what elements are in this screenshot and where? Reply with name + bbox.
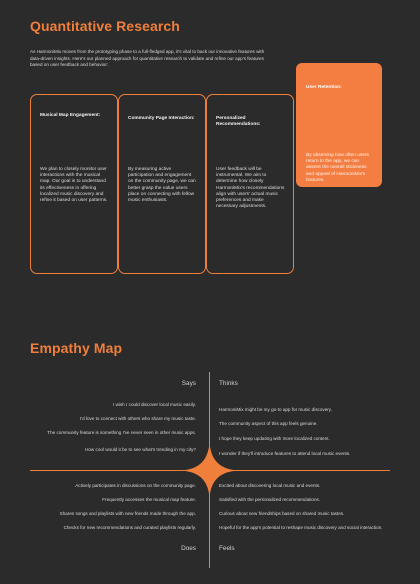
list-item: Checks for new recommendations and curated playlists regularly. [63,525,196,530]
quantitative-intro: As HarmoniMix moves from the prototyping phase to a full-fledged app, it's vital to back our innovative features with data-driven insights. Here's our planned approach for quantitative research to validate and refine our app's features based on user feedback and behavior: [30,49,265,68]
list-item: Actively participates in discussions on the community page. [75,483,196,488]
empathy-map-title: Empathy Map [30,340,123,356]
list-item: I wonder if they'll introduce features to attend local music events. [219,451,351,456]
list-item: Satisfied with the personalized recommendations. [219,497,321,502]
card-title: Community Page Interaction: [128,116,195,121]
does-label: Does [181,545,196,552]
feels-label: Feels [219,545,235,552]
list-item: Excited about discovering local music and events. [219,483,321,488]
says-label: Says [181,380,196,387]
does-list [16,483,196,539]
quantitative-research-title: Quantitative Research [30,18,180,34]
list-item: The community feature is something I've never seen in other music apps. [47,430,196,435]
card-body: By measuring active participation and engagement on the community page, we can better grasp the value users place on connecting with fellow music enthusiasts. [128,167,196,204]
thinks-label: Thinks [219,380,238,387]
list-item: HarmoniMix might be my go-to app for music discovery. [219,407,333,412]
feels-list [219,483,389,539]
card-body: By observing how often users return to the app, we can assess the overall stickiness and appeal of HarmoniMix's features. [306,153,369,183]
card-body: User feedback will be instrumental. We aim to determine how closely HarmoniMix's recommendations align with users' actual music preferences and make necessary adjustments. [216,167,285,210]
card-title: User Retention: [306,85,342,90]
list-item: How cool would it be to see what's trending in my city? [85,447,196,452]
list-item: Frequently accesses the musical map feature. [102,497,196,502]
card-title: Musical Map Engagement: [40,113,101,118]
list-item: I hope they keep updating with more localized content. [219,436,330,441]
list-item: Shares songs and playlists with new friends made through the app. [59,511,196,516]
list-item: The community aspect of this app feels genuine. [219,421,318,426]
list-item: I'd love to connect with others who share my music taste. [79,416,196,421]
list-item: Curious about new friendships based on shared music tastes. [219,511,345,516]
says-list [21,402,196,461]
list-item: Hopeful for the app's potential to reshape music discovery and social interaction. [219,525,383,530]
list-item: I wish I could discover local music easily. [113,402,196,407]
card-body: We plan to closely monitor user interactions with the musical map. Our goal is to understand its effectiveness in offering localized music discovery and refine it based on user patterns. [40,167,108,204]
card-title: Personalized Recommendations: [216,116,261,128]
thinks-list [219,407,399,466]
